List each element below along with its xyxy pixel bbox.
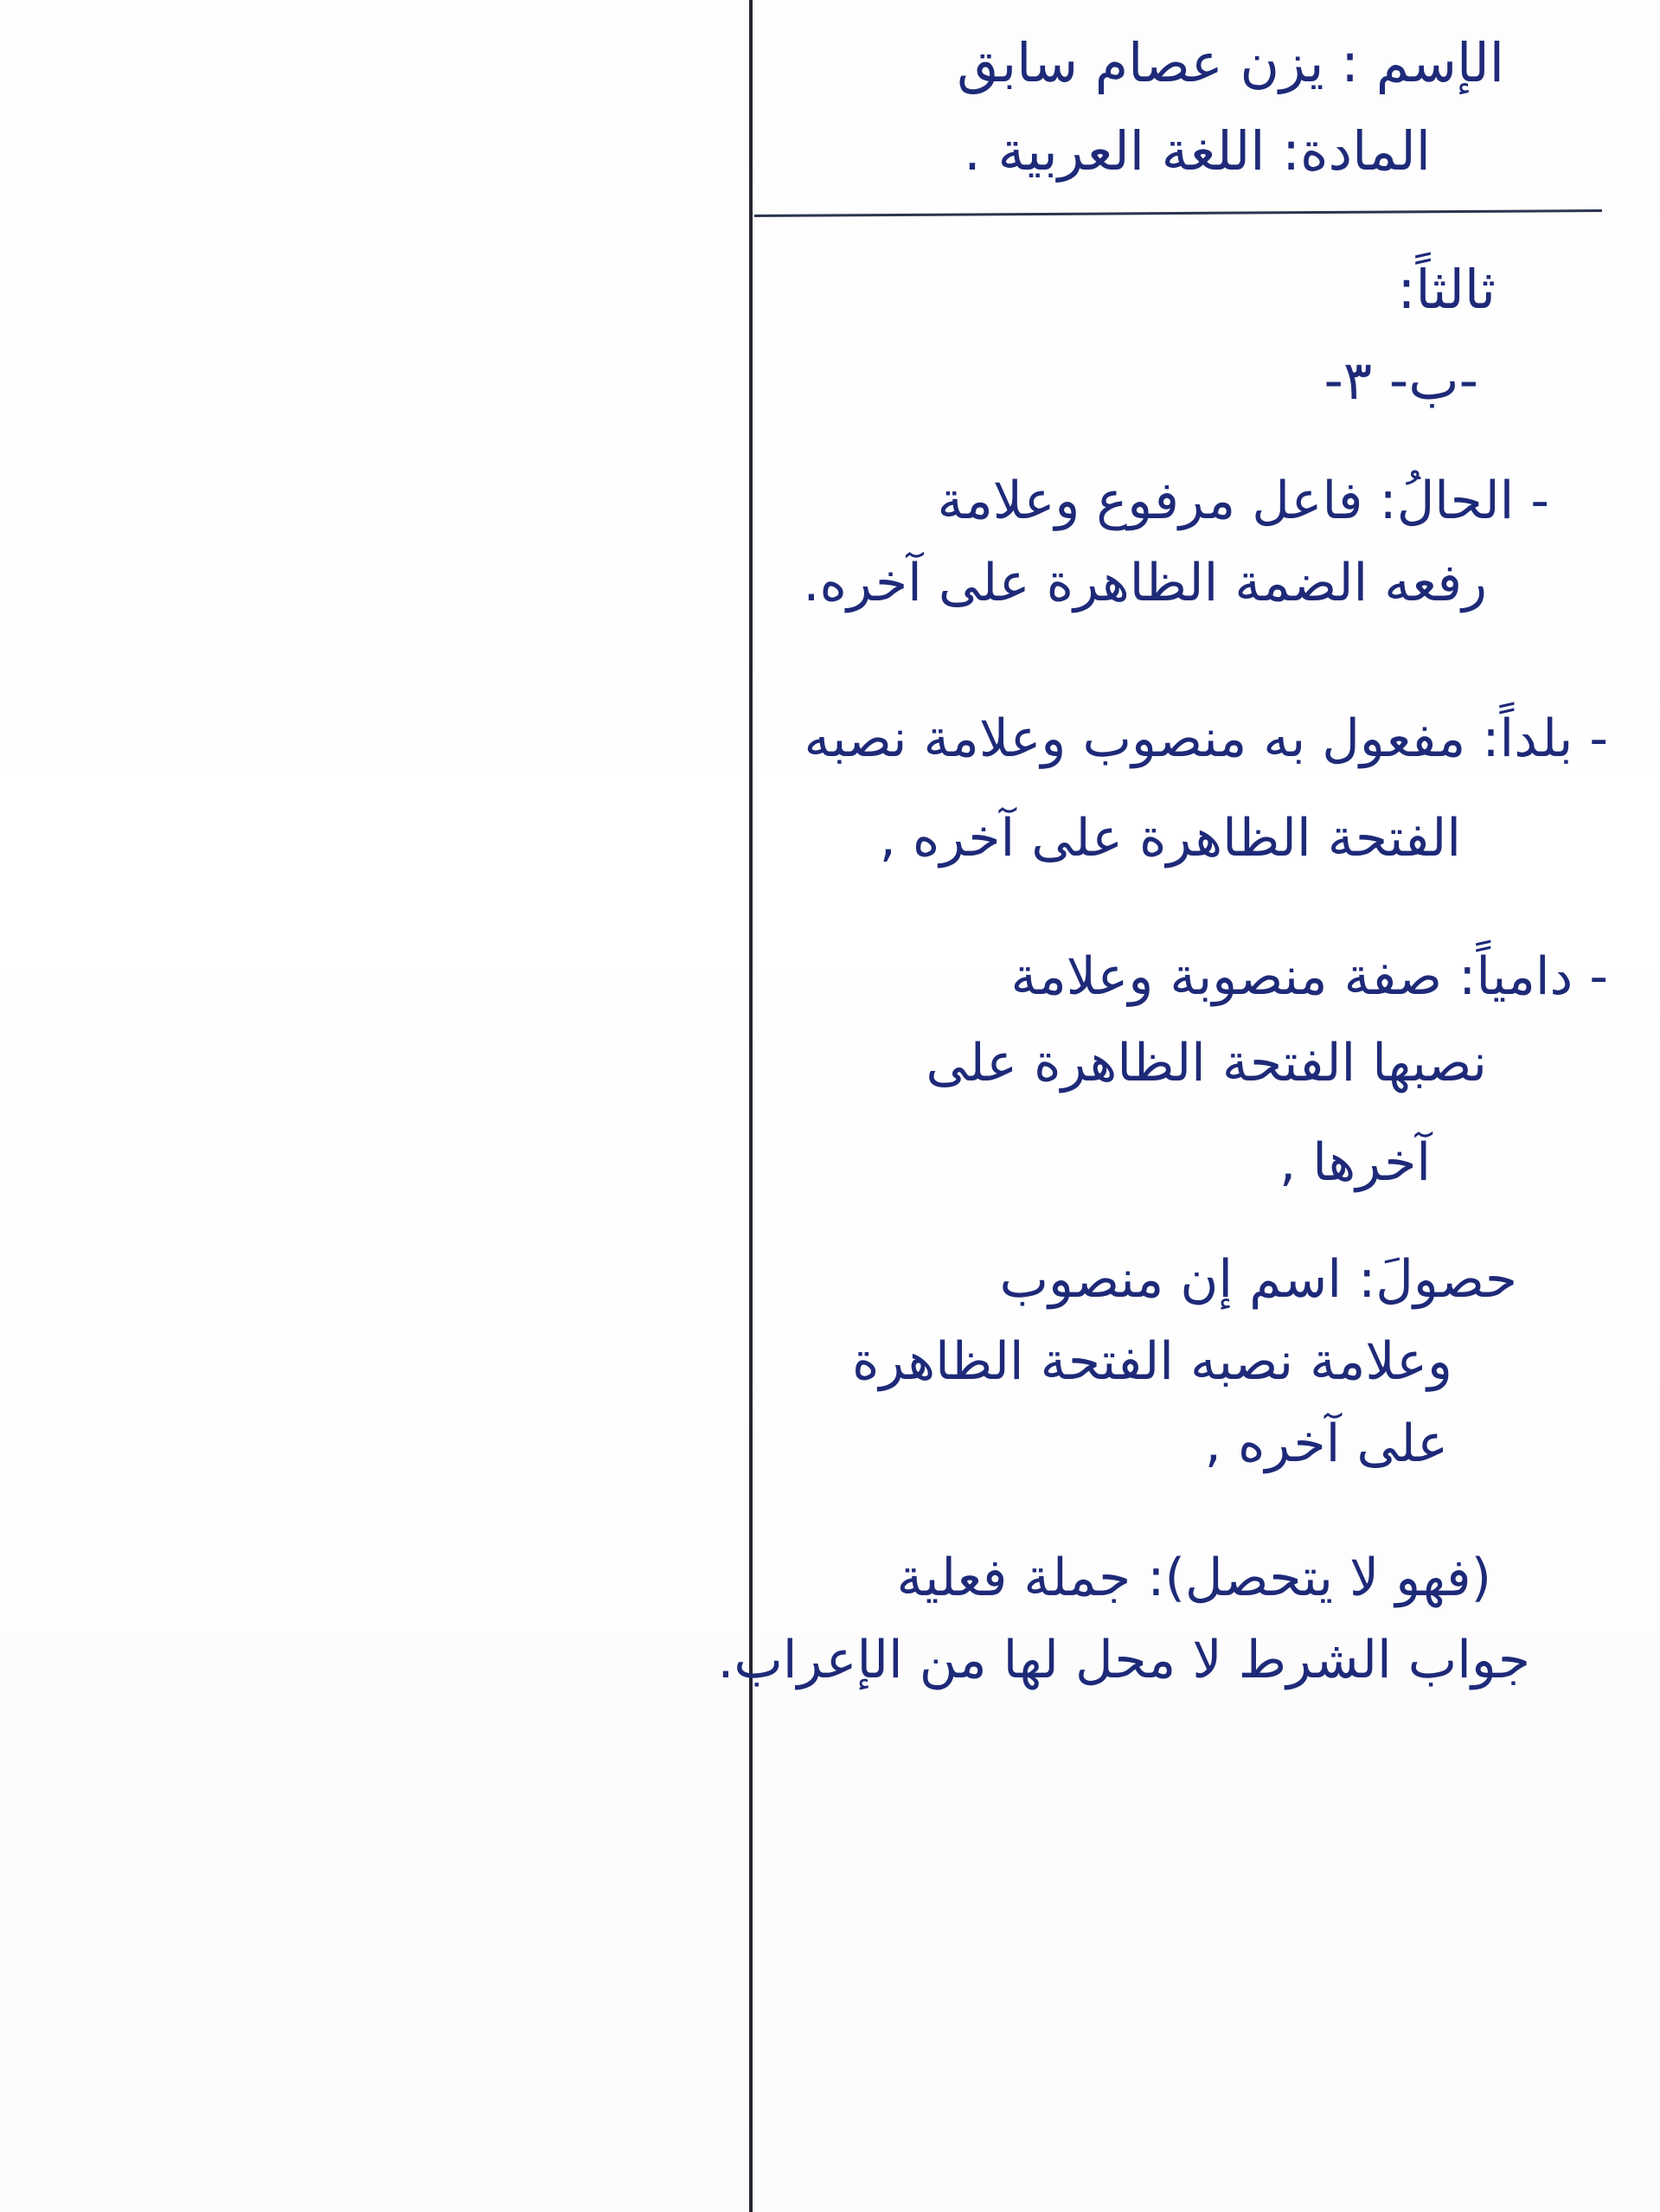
answer-3-line-3: آخرها , [1279,1132,1431,1193]
student-name-line: الإسم : يزن عصام سابق [957,31,1504,94]
margin-line [749,0,753,2212]
answer-1-line-1: - الحالُ: فاعل مرفوع وعلامة [937,471,1549,531]
answer-2-line-1: - بلداً: مفعول به منصوب وعلامة نصبه [804,708,1608,769]
answer-3-line-1: - دامياً: صفة منصوبة وعلامة [1010,946,1608,1007]
subject-line: المادة: اللغة العربية . [964,119,1431,183]
answer-4-line-3: على آخره , [1204,1414,1448,1474]
answer-5-line-2: جواب الشرط لا محل لها من الإعراب. [717,1630,1530,1690]
header-divider [754,209,1602,217]
answer-choice-line: -ب- ٣- [1324,349,1478,412]
answer-5-line-1: (فهو لا يتحصل): جملة فعلية [896,1548,1491,1608]
answer-4-line-1: حصولَ: اسم إن منصوب [999,1249,1517,1310]
answer-1-line-2: رفعه الضمة الظاهرة على آخره. [803,553,1487,613]
section-title: ثالثاً: [1397,258,1496,321]
answer-3-line-2: نصبها الفتحة الظاهرة على [926,1033,1487,1093]
answer-2-line-2: الفتحة الظاهرة على آخره , [879,808,1461,869]
answer-4-line-2: وعلامة نصبه الفتحة الظاهرة [851,1331,1452,1392]
